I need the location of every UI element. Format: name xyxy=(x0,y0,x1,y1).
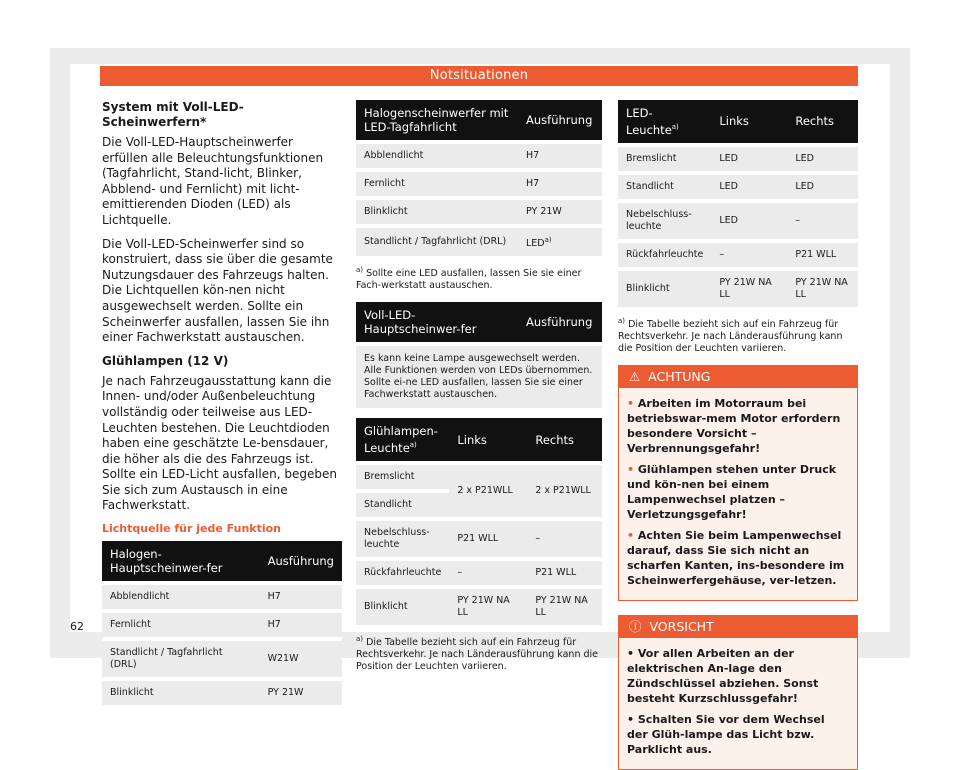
info-circle-icon: ⓘ xyxy=(629,618,642,634)
table-row xyxy=(356,226,602,256)
table-row xyxy=(618,269,858,307)
table-row xyxy=(102,611,342,639)
table-cell: Standlicht xyxy=(618,173,711,201)
table-cell: H7 xyxy=(518,142,602,170)
caution-header: ⓘ VORSICHT xyxy=(619,616,857,638)
table-header: Ausführung xyxy=(518,302,602,344)
table-cell: P21 WLL xyxy=(787,241,858,269)
page-number: 62 xyxy=(70,620,84,633)
table-row xyxy=(618,201,858,241)
table-header: Links xyxy=(449,418,527,463)
table-led-leuchte xyxy=(618,100,858,307)
table-cell: Blinklicht xyxy=(356,198,518,226)
footnote-led-table: $^{a)}$ Die Tabelle bezieht sich auf ein Fahrzeug für Rechtsverkehr. Je nach Länderausführung kann die Position der Leuchten variieren. xyxy=(618,316,843,354)
table-cell: Bremslicht xyxy=(618,145,711,173)
table-cell: 2 x P21WLL xyxy=(449,463,527,519)
table-cell: Standlicht / Tagfahrlicht (DRL) xyxy=(102,639,260,679)
heading-gluehlampen: Glühlampen (12 V) xyxy=(102,353,229,368)
table-cell: – xyxy=(527,519,602,559)
table-header: Rechts xyxy=(527,418,602,463)
table-cell: – xyxy=(787,201,858,241)
caution-box xyxy=(618,615,858,770)
table-cell: LED xyxy=(787,145,858,173)
table-row xyxy=(618,145,858,173)
column-middle xyxy=(356,100,602,683)
table-gluehlampen-leuchte xyxy=(356,418,602,625)
table-row xyxy=(356,142,602,170)
warning-item: • Achten Sie beim Lampenwechsel darauf, dass Sie sich nicht an scharfen Kanten, ins-besondere im Scheinwerfergehäuse, ver-letzen. xyxy=(627,528,845,587)
table-header: Voll-LED-Hauptscheinwer-fer xyxy=(356,302,518,344)
table-cell: Es kann keine Lampe ausgewechselt werden. Alle Funktionen werden von LEDs übernommen. Sollte ei-ne LED ausfallen, lassen Sie sie einer Fachwerkstatt austauschen. xyxy=(356,344,602,408)
table-row xyxy=(102,639,342,679)
table-cell: H7 xyxy=(260,611,342,639)
table-header: Glühlampen-Leuchte$^{a)}$ xyxy=(356,418,449,463)
table-cell: P21 WLL xyxy=(449,519,527,559)
table-header: Ausführung xyxy=(518,100,602,142)
warning-header: ⚠ ACHTUNG xyxy=(619,366,857,388)
table-cell: PY 21W NA LL xyxy=(449,587,527,625)
subheading-lichtquelle: Lichtquelle für jede Funktion xyxy=(102,522,282,536)
table-cell: Bremslicht xyxy=(356,463,449,491)
table-cell: Standlicht xyxy=(356,491,449,519)
caution-body xyxy=(619,638,857,769)
table-row xyxy=(356,198,602,226)
table-cell: PY 21W xyxy=(260,679,342,705)
table-row xyxy=(356,463,602,491)
heading-led-system: System mit Voll-LED-Scheinwerfern* xyxy=(102,100,244,129)
table-cell: LED$^{a)}$ xyxy=(518,226,602,256)
table-cell: Blinklicht xyxy=(102,679,260,705)
table-cell: – xyxy=(711,241,787,269)
table-header: Links xyxy=(711,100,787,145)
table-cell: PY 21W NA LL xyxy=(711,269,787,307)
table-cell: Nebelschluss-leuchte xyxy=(356,519,449,559)
table-cell: P21 WLL xyxy=(527,559,602,587)
table-cell: Rückfahrleuchte xyxy=(356,559,449,587)
section-banner: Notsituationen xyxy=(100,66,858,86)
table-row xyxy=(102,583,342,611)
table-cell: Blinklicht xyxy=(618,269,711,307)
table-halogen-led-drl xyxy=(356,100,602,256)
table-cell: Fernlicht xyxy=(102,611,260,639)
paragraph-led-1: Die Voll-LED-Hauptscheinwerfer erfüllen alle Beleuchtungsfunktionen (Tagfahrlicht, Stand-licht, Blinker, Abblend- und Fernlicht) mit licht-emittierenden Dioden (LED) als Lichtquelle. xyxy=(102,135,324,227)
table-cell: LED xyxy=(711,173,787,201)
warning-item: • Glühlampen stehen unter Druck und kön-nen bei einem Lampenwechsel platzen – Verletzungsgefahr! xyxy=(627,462,837,521)
table-row xyxy=(356,519,602,559)
table-cell: PY 21W NA LL xyxy=(527,587,602,625)
warning-item: • Arbeiten im Motorraum bei betriebswar-mem Motor erfordern besondere Vorsicht – Verbrennungsgefahr! xyxy=(627,396,841,455)
table-cell: – xyxy=(449,559,527,587)
column-right xyxy=(618,100,858,770)
warning-triangle-icon: ⚠ xyxy=(629,368,641,384)
table-cell: 2 x P21WLL xyxy=(527,463,602,519)
table-cell: PY 21W NA LL xyxy=(787,269,858,307)
table-cell: LED xyxy=(787,173,858,201)
table-row xyxy=(356,344,602,408)
table-cell: Nebelschluss-leuchte xyxy=(618,201,711,241)
table-voll-led xyxy=(356,302,602,408)
table-cell: LED xyxy=(711,201,787,241)
table-cell: Abblendlicht xyxy=(356,142,518,170)
warning-body xyxy=(619,388,857,600)
table-cell: Rückfahrleuchte xyxy=(618,241,711,269)
table-cell: H7 xyxy=(518,170,602,198)
table-header: Ausführung xyxy=(260,541,342,583)
table-header: Halogenscheinwerfer mit LED-Tagfahrlicht xyxy=(356,100,518,142)
paragraph-led-2: Die Voll-LED-Scheinwerfer sind so konstruiert, dass sie über die gesamte Nutzungsdauer des Fahrzeugs halten. Die Lichtquellen kön-nen nicht ausgewechselt werden. Sollte ein Scheinwerfer ausfallen, lassen Sie ihn einer Fachwerkstatt austauschen. xyxy=(102,236,333,345)
table-cell: LED xyxy=(711,145,787,173)
table-cell: PY 21W xyxy=(518,198,602,226)
caution-item: • Schalten Sie vor dem Wechsel der Glüh-lampe das Licht bzw. Parklicht aus. xyxy=(627,712,825,756)
warning-box xyxy=(618,365,858,601)
caution-item: • Vor allen Arbeiten an der elektrischen An-lage den Zündschlüssel abziehen. Sonst besteht Kurzschlussgefahr! xyxy=(627,646,819,705)
paragraph-gluehlampen: Je nach Fahrzeugausstattung kann die Innen- und/oder Außenbeleuchtung vollständig oder teilweise aus LED-Leuchten bestehen. Die Leuchtdioden haben eine geschätzte Le-bensdauer, die höher als die des Fahrzeugs ist. Sollte ein LED-Licht ausfallen, begeben Sie sich zum Austausch in eine Fachwerkstatt. xyxy=(102,373,337,513)
table-cell: W21W xyxy=(260,639,342,679)
table-cell: Standlicht / Tagfahrlicht (DRL) xyxy=(356,226,518,256)
table-row xyxy=(618,241,858,269)
table-cell: Blinklicht xyxy=(356,587,449,625)
table-row xyxy=(356,170,602,198)
table-row xyxy=(356,587,602,625)
table-cell: Abblendlicht xyxy=(102,583,260,611)
table-header: Halogen-Hauptscheinwer-fer xyxy=(102,541,260,583)
footnote-led: $^{a)}$ Sollte eine LED ausfallen, lassen Sie sie einer Fach-werkstatt austauschen. xyxy=(356,266,582,292)
table-header: LED-Leuchte$^{a)}$ xyxy=(618,100,711,145)
column-left xyxy=(102,100,342,705)
table-row xyxy=(618,173,858,201)
table-row xyxy=(102,679,342,705)
table-cell: H7 xyxy=(260,583,342,611)
table-header: Rechts xyxy=(787,100,858,145)
table-row xyxy=(356,559,602,587)
table-halogen xyxy=(102,541,342,705)
table-cell: Fernlicht xyxy=(356,170,518,198)
footnote-table: $^{a)}$ Die Tabelle bezieht sich auf ein Fahrzeug für Rechtsverkehr. Je nach Länderausführung kann die Position der Leuchten variieren. xyxy=(356,635,599,673)
